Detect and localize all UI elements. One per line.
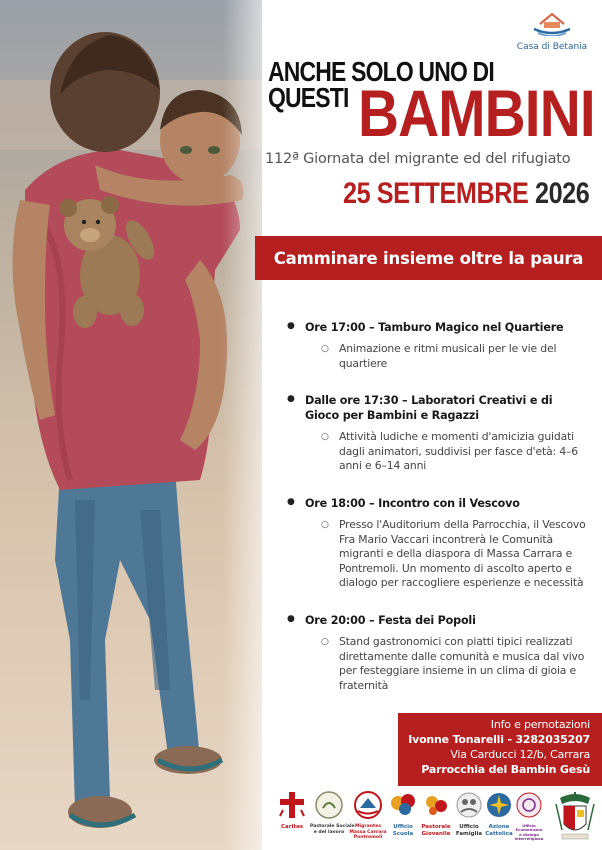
event-date-year: 2026: [534, 177, 590, 210]
sponsor-logos: [270, 790, 602, 850]
theme-banner-text: Camminare insieme oltre la paura: [273, 248, 584, 268]
event-date-day-month: 25 SETTEMBRE: [343, 177, 529, 210]
info-parish: Parrocchia del Bambin Gesù: [421, 763, 590, 776]
info-address: Via Carducci 12/b, Carrara: [450, 748, 590, 761]
program-item-description: ○ Presso l'Auditorium della Parrocchia, il Vescovo Fra Mario Vaccari incontrerà le Comunità migranti e della diaspora di Massa Carrara e Pontremoli. Un momento di ascolto aperto e dialogo per raccogliere esperienze e necessità: [305, 518, 587, 591]
sponsor-label: Pastorale Sociale e del lavoro: [310, 824, 355, 835]
diocese-coat-of-arms-icon: [552, 790, 598, 844]
ecumenismo-logo-icon: [515, 790, 543, 820]
info-heading: Info e pernotazioni: [490, 718, 590, 731]
sponsor-migrantes: [348, 790, 388, 841]
house-boat-icon: [530, 10, 574, 36]
sponsor-azione-cattolica: [484, 790, 514, 837]
pastorale-giovanile-logo-icon: [421, 790, 451, 820]
casa-di-betania-logo: [510, 10, 594, 52]
azione-cattolica-logo-icon: [485, 790, 513, 820]
ufficio-scuola-logo-icon: [389, 790, 417, 820]
program-item: [287, 320, 587, 371]
migrantes-logo-icon: [352, 790, 384, 820]
ufficio-famiglia-logo-icon: [455, 790, 483, 820]
theme-banner: [255, 236, 602, 280]
info-contact: Ivonne Tonarelli - 3282035207: [408, 733, 590, 746]
title-line-1: ANCHE SOLO UNO DI: [268, 56, 494, 87]
sponsor-ecumenismo: [514, 790, 544, 842]
program-item-title: ● Ore 20:00 – Festa dei Popoli: [305, 613, 476, 627]
sponsor-label: Ufficio Scuola: [392, 824, 414, 837]
program-item-title: ● Dalle ore 17:30 – Laboratori Creativi e di Gioco per Bambini e Ragazzi: [305, 394, 553, 423]
sponsor-ufficio-scuola: [388, 790, 418, 837]
program-item: [287, 496, 587, 591]
illustration-boy-carrying-child: [0, 0, 262, 850]
program-item-description: ○ Attività ludiche e momenti d'amicizia guidati dagli animatori, suddivisi per fasce d'età: 4–6 anni e 6–14 anni: [305, 430, 587, 474]
program-item: [287, 393, 587, 474]
sponsor-label: Ufficio Ecumenismo e dialogo interreligioso: [514, 823, 544, 842]
info-box: [398, 713, 602, 786]
program-item-title: ● Ore 17:00 – Tamburo Magico nel Quartiere: [305, 321, 564, 334]
program-item-description: ○ Stand gastronomici con piatti tipici realizzati direttamente dalle comunità e musica dal vivo per festeggiare insieme in un clima di gioia e fraternità: [305, 635, 587, 693]
sponsor-ufficio-famiglia: [454, 790, 484, 837]
event-date: [343, 177, 589, 211]
sponsor-label: Migrantes Massa Carrara Pontremoli: [349, 824, 387, 841]
program-item-description: ○ Animazione e ritmi musicali per le vie del quartiere: [305, 342, 587, 371]
caritas-logo-icon: [277, 790, 307, 820]
sponsor-label: Caritas: [281, 824, 303, 830]
logo-label: Casa di Betania: [516, 42, 588, 52]
sponsor-pastorale-sociale: [310, 790, 355, 835]
program-list: [287, 320, 587, 715]
sponsor-pastorale-giovanile: [418, 790, 454, 837]
sponsor-label: Ufficio Famiglia: [455, 824, 483, 837]
title-emphasis: BAMBINI: [358, 76, 595, 150]
sponsor-label: Azione Cattolica: [485, 824, 513, 837]
event-subtitle: 112ª Giornata del migrante ed del rifugiato: [265, 151, 571, 167]
sponsor-label: Pastorale Giovanile: [421, 824, 451, 837]
program-item-title: ● Ore 18:00 – Incontro con il Vescovo: [305, 496, 520, 510]
sponsor-caritas: [274, 790, 310, 831]
sponsor-diocese: [550, 790, 600, 848]
pastorale-sociale-logo-icon: [314, 790, 344, 820]
title-line-2: QUESTI: [268, 82, 349, 113]
program-item: [287, 613, 587, 693]
